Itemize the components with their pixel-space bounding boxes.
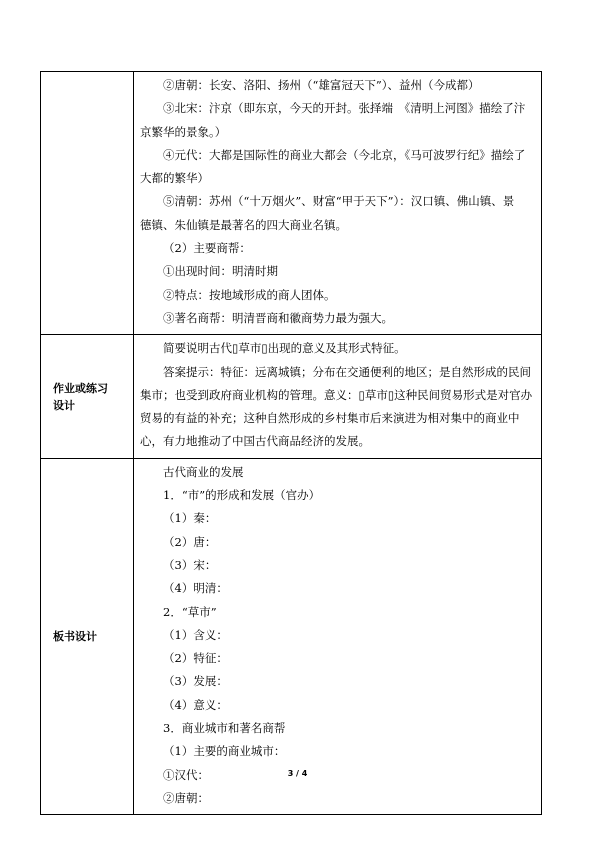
text-line: （1）秦：	[163, 511, 217, 526]
text-line: ③北宋：汴京（即东京，今天的开封。张择端 《清明上河图》描绘了汴	[163, 101, 526, 116]
text-line: （2）唐：	[163, 534, 217, 549]
text-line: 心，有力地推动了中国古代商品经济的发展。	[140, 434, 370, 449]
content-cell-homework	[134, 335, 542, 458]
text-line: （3）发展：	[163, 674, 228, 689]
row-label-homework	[41, 335, 134, 458]
text-line: ②特点：按地域形成的商人团体。	[163, 287, 336, 302]
text-line: （2）主要商帮：	[163, 241, 251, 256]
table-row-homework	[41, 335, 542, 458]
text-line: （2）特征：	[163, 651, 228, 666]
text-line: ④元代：大都是国际性的商业大都会（今北京，《马可波罗行纪》描绘了	[163, 147, 526, 162]
table-row-board	[41, 458, 542, 814]
table-row-continued	[41, 72, 542, 335]
row-label-line: 设计	[53, 398, 75, 412]
text-line: 集市；也受到政府商业机构的管理。意义：▯草市▯这种民间贸易形式是对官办	[140, 387, 533, 402]
row-label-line: 作业或练习	[53, 381, 108, 395]
text-line: 古代商业的发展	[163, 464, 244, 479]
text-line: （1）主要的商业城市：	[163, 744, 286, 759]
text-line: ⑤清朝：苏州（“十万烟火”、财富“甲于天下”）：汉口镇、佛山镇、景	[163, 194, 515, 209]
row-label-board: 板书设计	[41, 458, 134, 814]
text-line: （4）明清：	[163, 581, 228, 596]
text-line: ③著名商帮：明清晋商和徽商势力最为强大。	[163, 310, 393, 325]
text-line: 简要说明古代▯草市▯出现的意义及其形式特征。	[163, 341, 406, 356]
page-number: 3 / 4	[287, 769, 308, 778]
text-line: 贸易的有益的补充；这种自然形成的乡村集市后来演进为相对集中的商业中	[140, 411, 520, 426]
content-cell-board	[134, 458, 542, 814]
text-line: ①汉代：	[163, 767, 209, 782]
text-line: （1）含义：	[163, 627, 228, 642]
row-label-empty	[41, 72, 134, 335]
lesson-plan-table	[40, 71, 542, 815]
text-line: ②唐朝：长安、洛阳、扬州（“雄富冠天下”）、益州（今成都）	[163, 78, 480, 92]
content-cell-cities	[134, 72, 542, 335]
text-line: （3）宋：	[163, 557, 217, 572]
text-line: 大都的繁华）	[140, 171, 209, 186]
text-line: 1．“市”的形成和发展（官办）	[163, 488, 321, 503]
text-line: ①出现时间：明清时期	[163, 264, 278, 279]
text-line: （4）意义：	[163, 697, 228, 712]
text-line: 2．“草市”	[163, 604, 217, 619]
text-line: 京繁华的景象。）	[140, 124, 227, 139]
text-line: 3．商业城市和著名商帮	[163, 721, 286, 736]
text-line: 德镇、朱仙镇是最著名的四大商业名镇。	[140, 217, 347, 232]
text-line: 答案提示：特征：远离城镇；分布在交通便利的地区；是自然形成的民间	[163, 364, 531, 379]
text-line: ②唐朝：	[163, 790, 209, 805]
